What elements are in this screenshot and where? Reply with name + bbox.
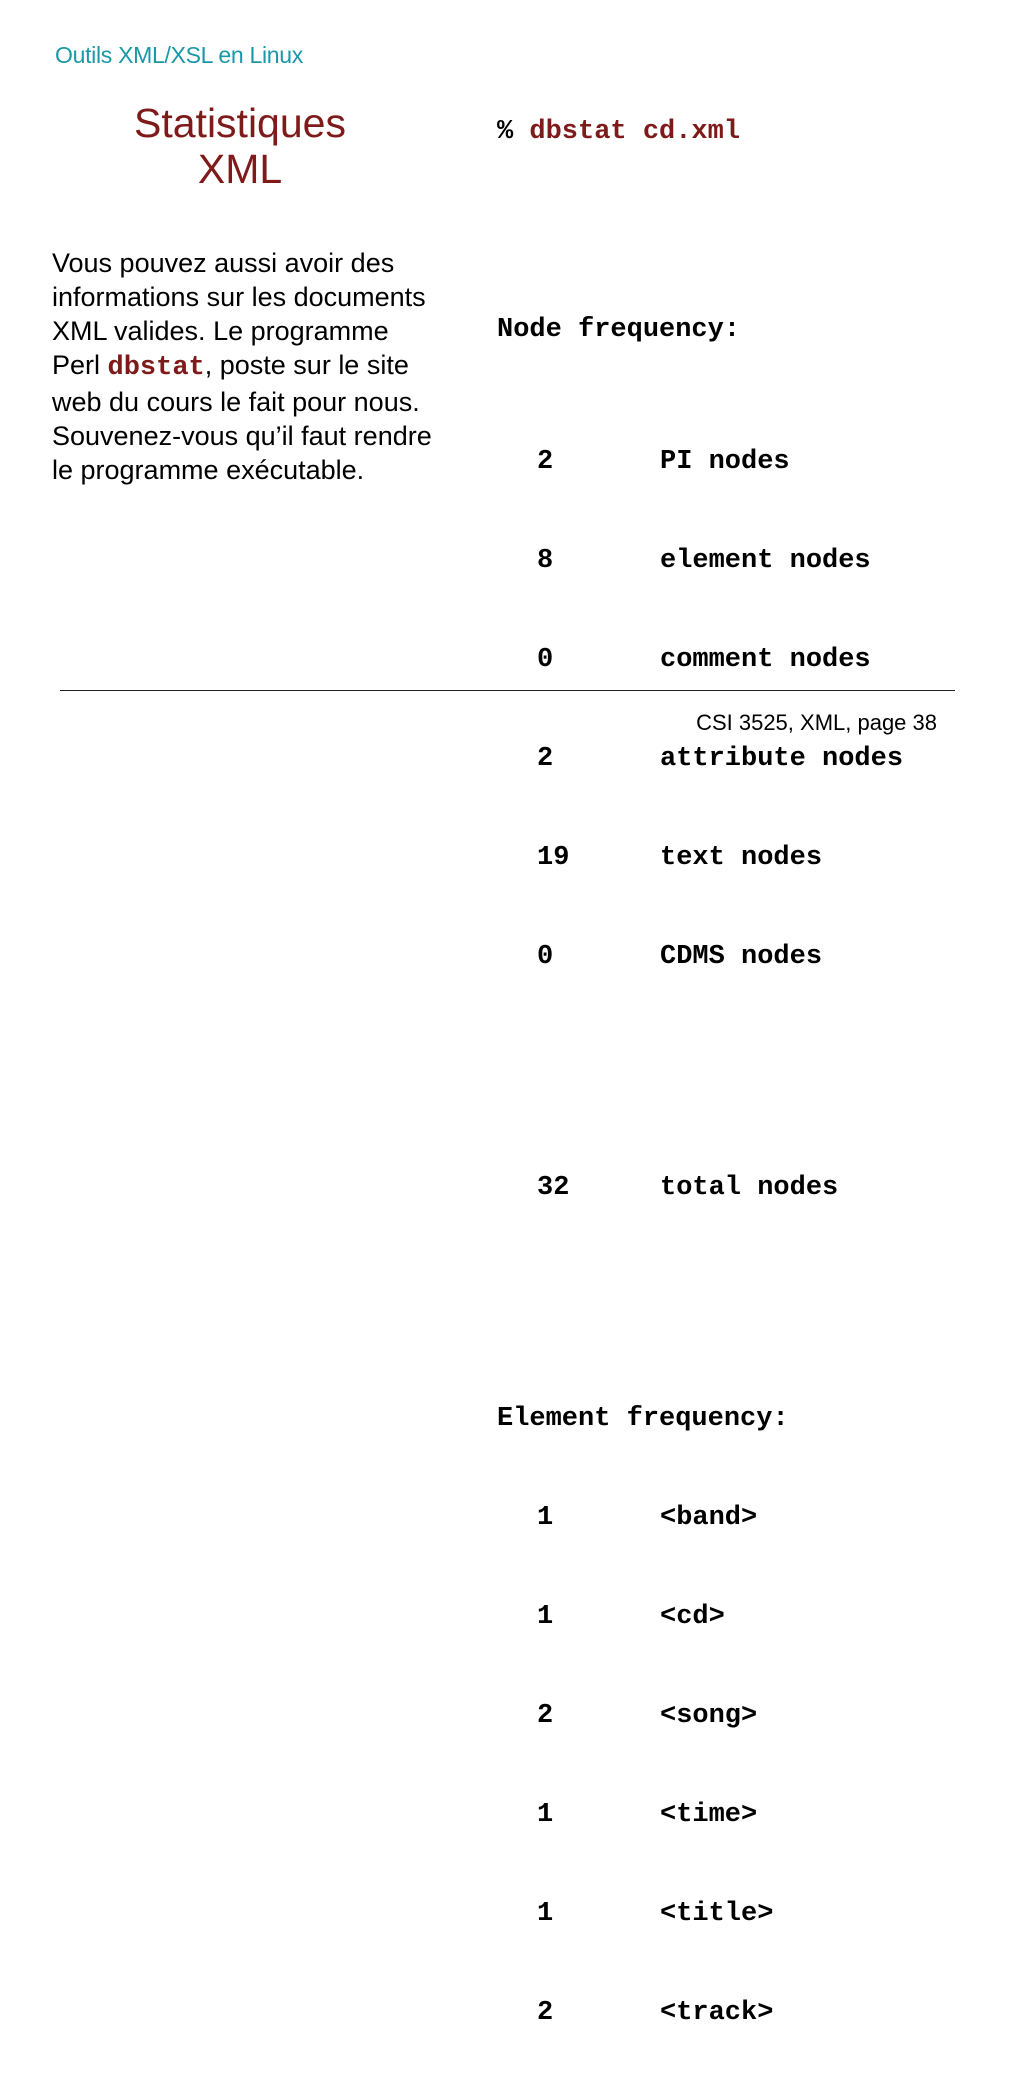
element-row — [497, 1502, 903, 1535]
element-label: <track> — [660, 1998, 774, 2028]
element-label: <title> — [660, 1899, 774, 1929]
node-frequency-heading: Node frequency: — [497, 315, 741, 345]
element-label: <song> — [660, 1701, 758, 1731]
element-row — [497, 1898, 903, 1931]
node-count: 2 — [537, 744, 554, 774]
node-row — [497, 743, 903, 776]
blank-line — [497, 1271, 903, 1304]
node-row — [497, 842, 903, 875]
command-line — [497, 116, 903, 149]
element-row — [497, 1700, 903, 1733]
slide-title-line-2: XML — [197, 146, 283, 192]
node-count: 0 — [537, 645, 554, 675]
node-label: attribute nodes — [660, 744, 904, 774]
element-count: 1 — [537, 1899, 554, 1929]
element-row — [497, 1799, 903, 1832]
shell-prompt: % — [497, 117, 530, 147]
element-count: 2 — [537, 1998, 554, 2028]
blank-line — [497, 1073, 903, 1106]
node-count: 19 — [537, 843, 570, 873]
node-count: 8 — [537, 546, 554, 576]
terminal-output — [497, 50, 903, 2096]
element-count: 2 — [537, 1701, 554, 1731]
node-row — [497, 941, 903, 974]
body-text-after: , poste sur le site web du cours le fait pour nous. Souvenez-vous qu’il faut rendre le programme exécutable. — [52, 350, 432, 485]
node-label: CDMS nodes — [660, 942, 823, 972]
slide-title — [90, 100, 390, 192]
element-count: 1 — [537, 1503, 554, 1533]
body-text-before: Vous pouvez aussi avoir des informations sur les documents XML valides. Le programme Perl — [52, 248, 426, 380]
node-label: comment nodes — [660, 645, 871, 675]
command-text: dbstat cd.xml — [529, 117, 741, 147]
element-label: <cd> — [660, 1602, 725, 1632]
node-label: text nodes — [660, 843, 823, 873]
total-count: 32 — [537, 1173, 570, 1203]
node-label: element nodes — [660, 546, 871, 576]
total-row — [497, 1172, 903, 1205]
slide-title-line-1: Statistiques — [134, 100, 346, 146]
element-row — [497, 1997, 903, 2030]
footer-divider — [60, 690, 955, 691]
footer-page-label: CSI 3525, XML, page 38 — [696, 710, 937, 735]
element-count: 1 — [537, 1602, 554, 1632]
node-row — [497, 446, 903, 479]
header-title: Outils XML/XSL en Linux — [55, 42, 303, 68]
blank-line — [497, 215, 903, 248]
node-label: PI nodes — [660, 447, 790, 477]
element-label: <band> — [660, 1503, 758, 1533]
body-paragraph — [52, 246, 432, 487]
node-row — [497, 644, 903, 677]
element-label: <time> — [660, 1800, 758, 1830]
element-row — [497, 1601, 903, 1634]
total-label: total nodes — [660, 1173, 839, 1203]
element-frequency-heading: Element frequency: — [497, 1404, 789, 1434]
node-row — [497, 545, 903, 578]
node-count: 0 — [537, 942, 554, 972]
element-count: 1 — [537, 1800, 554, 1830]
program-name-code: dbstat — [107, 353, 205, 383]
node-count: 2 — [537, 447, 554, 477]
